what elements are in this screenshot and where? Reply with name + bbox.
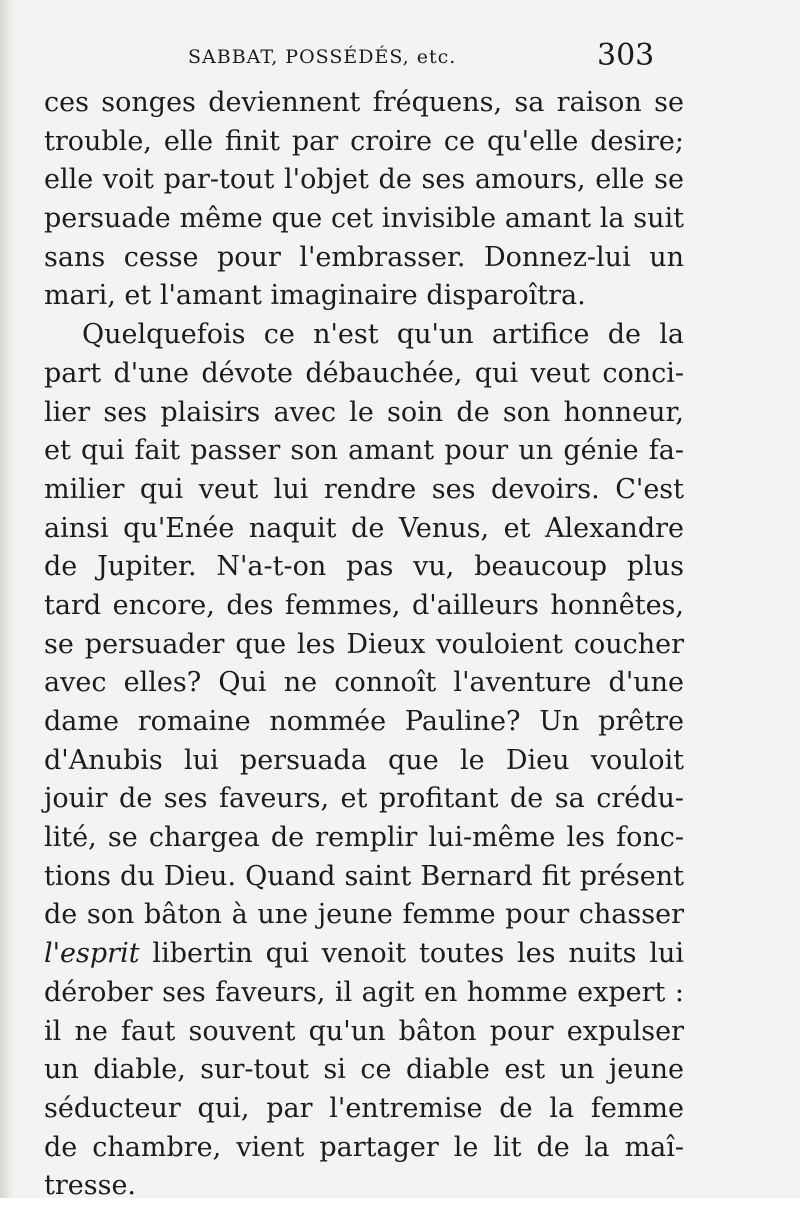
text-line: dérober ses faveurs, il agit en homme expert : [44, 976, 684, 1008]
text-line: mari, et l'amant imaginaire disparoîtra. [44, 280, 586, 312]
text-line: tard encore, des femmes, d'ailleurs honnêtes, [44, 589, 684, 621]
text-line-rest: libertin qui venoit toutes les nuits lui [139, 938, 684, 970]
text-line: trouble, elle finit par croire ce qu'elle desire; [44, 125, 684, 157]
text-line: persuade même que cet invisible amant la suit [44, 203, 684, 235]
text-line: de Jupiter. N'a-t-on pas vu, beaucoup plus [44, 551, 684, 583]
text-line: elle voit par-tout l'objet de ses amours, elle se [44, 164, 684, 196]
text-line: part d'une dévote débauchée, qui veut conci- [44, 357, 684, 389]
text-line: dame romaine nommée Pauline? Un prêtre [44, 706, 684, 737]
text-line: lier ses plaisirs avec le soin de son honneur, [44, 396, 684, 428]
text-line: ces songes deviennent fréquens, sa raison se [44, 87, 684, 118]
text-line: avec elles? Qui ne connoît l'aventure d'une [44, 667, 684, 699]
text-line: milier qui veut lui rendre ses devoirs. C'est [44, 473, 684, 505]
text-line: un diable, sur-tout si ce diable est un jeune [44, 1054, 684, 1086]
paragraph-first-line: Quelquefois ce n'est qu'un artifice de la [82, 319, 684, 351]
italic-term: l'esprit [44, 938, 140, 970]
text-line: de chambre, vient partager le lit de la maî- [44, 1131, 684, 1163]
text-line [44, 935, 684, 974]
text-line: se persuader que les Dieux vouloient coucher [44, 628, 684, 660]
text-line: sans cesse pour l'embrasser. Donnez-lui un [44, 241, 684, 273]
text-line: séducteur qui, par l'entremise de la femme [44, 1092, 684, 1124]
text-line: ainsi qu'Enée naquit de Venus, et Alexandre [44, 512, 684, 544]
body-text [44, 84, 684, 1206]
text-line: tions du Dieu. Quand saint Bernard fit présent [44, 860, 684, 892]
text-line: et qui fait passer son amant pour un génie fa- [44, 435, 684, 467]
text-line: tresse. [44, 1170, 137, 1202]
text-line: d'Anubis lui persuada que le Dieu vouloit [44, 744, 684, 776]
page-header [0, 38, 800, 78]
text-line: de son bâton à une jeune femme pour chasser [44, 899, 684, 931]
page-number: 303 [597, 38, 655, 73]
text-line: lité, se chargea de remplir lui-même les fonc- [44, 822, 684, 854]
text-line: il ne faut souvent qu'un bâton pour expulser [44, 1015, 684, 1047]
text-line: jouir de ses faveurs, et profitant de sa crédu- [44, 783, 684, 815]
running-head: SABBAT, POSSÉDÉS, etc. [188, 46, 457, 68]
